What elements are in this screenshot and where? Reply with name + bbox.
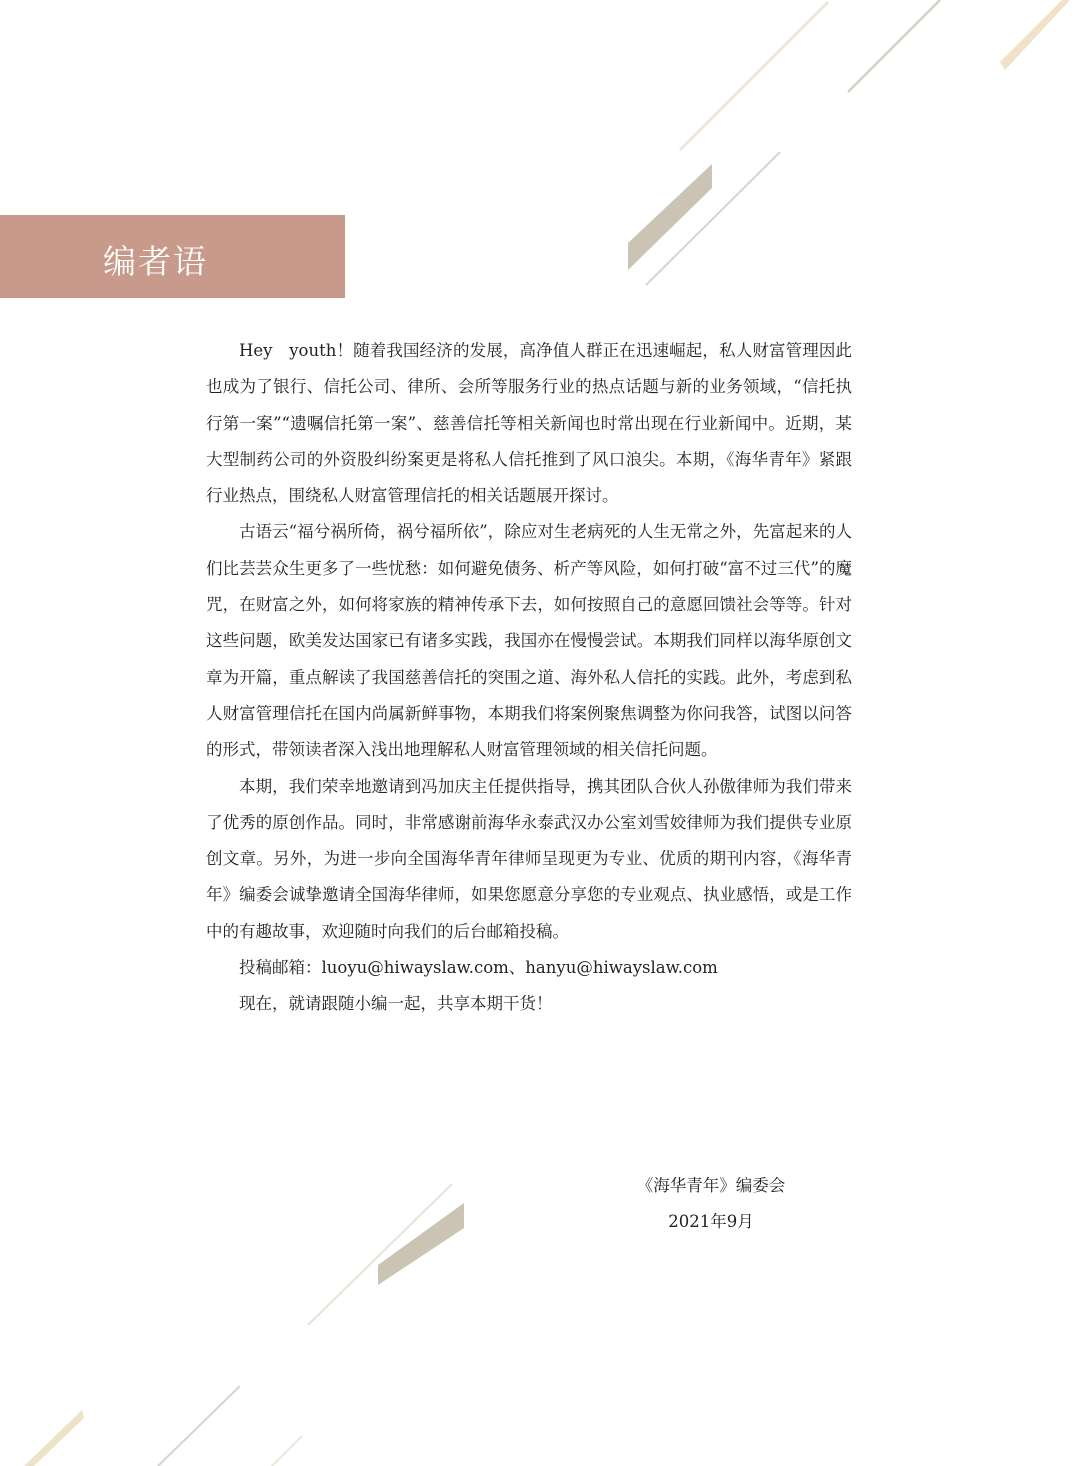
editorial-body: [206, 333, 852, 1023]
stripe-band: [1000, 0, 1070, 70]
stripe-line: [680, 2, 828, 150]
stripe-line: [646, 152, 780, 285]
stripe-band: [24, 1410, 84, 1466]
stripe-line: [848, 0, 940, 92]
signature-org: 《海华青年》编委会: [636, 1176, 786, 1195]
paragraph: 古语云“福兮祸所倚，祸兮福所依”，除应对生老病死的人生无常之外，先富起来的人们比芸芸众生更多了一些忧愁：如何避免债务、析产等风险，如何打破“富不过三代”的魔咒，在财富之外，如何将家族的精神传承下去，如何按照自己的意愿回馈社会等等。针对这些问题，欧美发达国家已有诸多实践，我国亦在慢慢尝试。本期我们同样以海华原创文章为开篇，重点解读了我国慈善信托的突围之道、海外私人信托的实践。此外，考虑到私人财富管理信托在国内尚属新鲜事物，本期我们将案例聚焦调整为你问我答，试图以问答的形式，带领读者深入浅出地理解私人财富管理领域的相关信托问题。: [206, 522, 852, 760]
section-title: 编者语: [103, 242, 208, 281]
stripe-line: [158, 1386, 240, 1466]
signature-date: 2021年9月: [668, 1212, 754, 1231]
stripe-band: [378, 1203, 464, 1285]
stripe-band: [628, 164, 712, 270]
stripe-line: [272, 1436, 302, 1466]
submission-email: 投稿邮箱：luoyu@hiwayslaw.com、hanyu@hiwayslaw.com: [239, 958, 718, 978]
signature-block: [600, 1168, 822, 1240]
stripe-line: [308, 1184, 452, 1325]
paragraph: 现在，就请跟随小编一起，共享本期干货！: [239, 994, 553, 1014]
paragraph: 本期，我们荣幸地邀请到冯加庆主任提供指导，携其团队合伙人孙傲律师为我们带来了优秀的原创作品。同时，非常感谢前海华永泰武汉办公室刘雪姣律师为我们提供专业原创文章。另外，为进一步向全国海华青年律师呈现更为专业、优质的期刊内容，《海华青年》编委会诚挚邀请全国海华律师，如果您愿意分享您的专业观点、执业感悟，或是工作中的有趣故事，欢迎随时向我们的后台邮箱投稿。: [206, 776, 852, 941]
paragraph: Hey youth！随着我国经济的发展，高净值人群正在迅速崛起，私人财富管理因此也成为了银行、信托公司、律所、会所等服务行业的热点话题与新的业务领域，“信托执行第一案”“遗嘱信托第一案”、慈善信托等相关新闻也时常出现在行业新闻中。近期，某大型制药公司的外资股纠纷案更是将私人信托推到了风口浪尖。本期，《海华青年》紧跟行业热点，围绕私人财富管理信托的相关话题展开探讨。: [206, 341, 852, 506]
